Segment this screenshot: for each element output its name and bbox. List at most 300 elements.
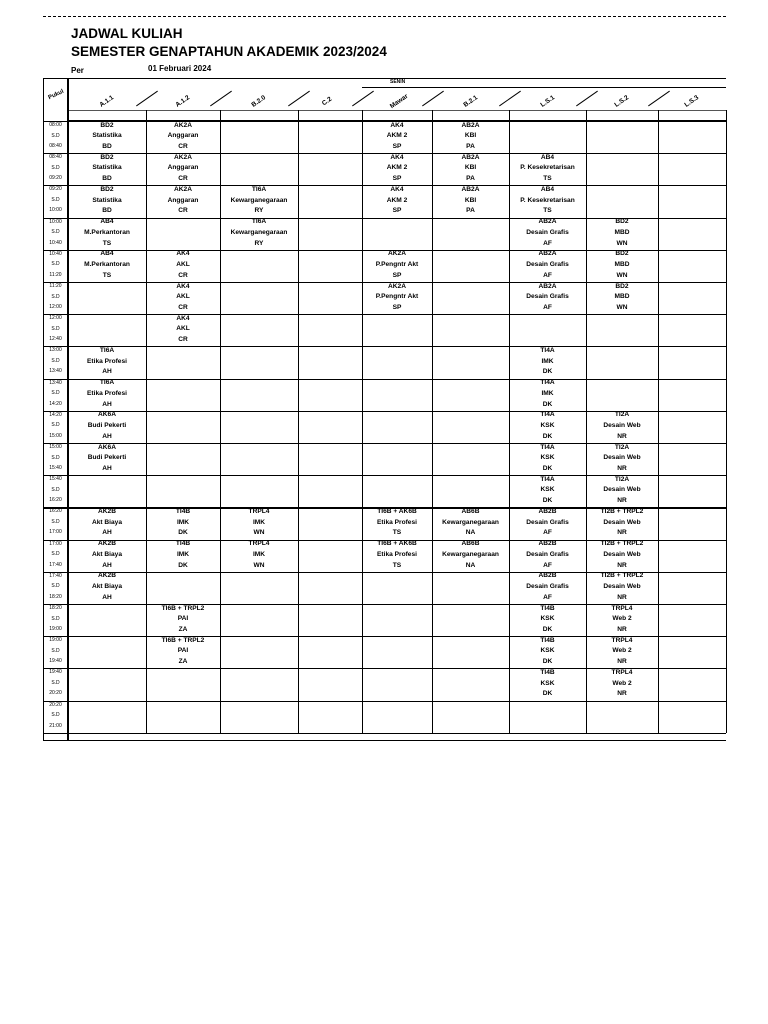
entry-class: TI2B + TRPL2 xyxy=(600,572,644,580)
entry-class: TI2A xyxy=(614,475,630,483)
time-slot-end: 17:00 xyxy=(49,529,62,536)
schedule-entry xyxy=(509,604,586,636)
schedule-entry xyxy=(586,571,658,603)
entry-lecturer: DK xyxy=(542,658,553,666)
room-header: Mawar xyxy=(388,92,410,111)
schedule-entry xyxy=(146,507,220,539)
entry-course: Kewarganegaraan xyxy=(442,518,499,526)
time-slot-end: 10:40 xyxy=(49,239,62,246)
schedule-entry xyxy=(586,249,658,281)
entry-course: Desain Grafis xyxy=(526,550,569,558)
schedule-entry xyxy=(362,153,432,185)
schedule-entry xyxy=(509,443,586,475)
header-diagonal-line xyxy=(422,91,444,107)
entry-course: IMK xyxy=(252,550,266,558)
schedule-entry xyxy=(362,282,432,314)
entry-lecturer: NA xyxy=(465,561,476,569)
entry-course: AKM 2 xyxy=(386,132,408,140)
time-slot-sep: S.D xyxy=(51,229,60,236)
schedule-entry xyxy=(432,185,509,217)
entry-course: M.Perkantoran xyxy=(84,228,130,236)
time-slot-sep: S.D xyxy=(51,679,60,686)
entry-class: BD2 xyxy=(615,218,629,226)
entry-course: PAI xyxy=(177,615,189,623)
entry-lecturer: DK xyxy=(542,368,553,376)
time-slot-start: 19:40 xyxy=(49,669,62,676)
entry-class: TI6A xyxy=(99,346,115,354)
schedule-entry xyxy=(220,185,298,217)
entry-class: TI4B xyxy=(540,636,555,644)
entry-lecturer: PA xyxy=(466,207,475,215)
time-slot-sep: S.D xyxy=(51,261,60,268)
entry-lecturer: BD xyxy=(102,175,112,183)
entry-course: M.Perkantoran xyxy=(84,261,130,269)
entry-class: AB6B xyxy=(461,540,480,548)
time-slot-end: 19:40 xyxy=(49,658,62,665)
schedule-entry xyxy=(586,475,658,507)
entry-course: KSK xyxy=(540,486,555,494)
time-slot-start: 17:40 xyxy=(49,572,62,579)
entry-course: Desain Web xyxy=(603,583,641,591)
entry-class: AB6B xyxy=(461,507,480,515)
entry-class: AB2A xyxy=(538,250,557,258)
entry-course: PAI xyxy=(177,647,189,655)
time-slot-end: 11:20 xyxy=(49,271,62,278)
entry-course: IMK xyxy=(541,389,554,397)
entry-course: KSK xyxy=(540,454,555,462)
schedule-entry xyxy=(68,153,146,185)
header-diagonal-line xyxy=(648,91,670,107)
time-slot-start: 14:20 xyxy=(49,411,62,418)
room-header: C.2 xyxy=(320,95,334,108)
entry-class: TRPL4 xyxy=(248,507,270,515)
entry-lecturer: NR xyxy=(617,561,627,569)
entry-course: KSK xyxy=(540,647,555,655)
entry-course: AKM 2 xyxy=(386,164,408,172)
entry-course: AKL xyxy=(176,261,190,269)
schedule-entry xyxy=(586,410,658,442)
schedule-entry xyxy=(220,539,298,571)
entry-class: AB2A xyxy=(461,153,480,161)
schedule-entry xyxy=(68,121,146,153)
time-slot-end: 15:00 xyxy=(49,432,62,439)
time-slot-end: 08:40 xyxy=(49,143,62,149)
schedule-entry xyxy=(586,668,658,700)
time-slot-end: 21:00 xyxy=(49,722,62,729)
schedule-entry xyxy=(146,282,220,314)
time-slot-sep: S.D xyxy=(51,647,60,654)
entry-class: TI6A xyxy=(251,185,267,193)
entry-class: AK2A xyxy=(174,185,192,193)
per-label: Per xyxy=(71,66,84,75)
entry-lecturer: CR xyxy=(178,143,188,151)
entry-lecturer: NR xyxy=(617,690,627,698)
schedule-entry xyxy=(68,539,146,571)
schedule-entry xyxy=(68,217,146,249)
entry-lecturer: DK xyxy=(542,465,553,473)
time-slot-start: 18:20 xyxy=(49,605,62,611)
time-slot-sep: S.D xyxy=(51,454,60,461)
time-slot-end: 09:20 xyxy=(49,175,62,182)
schedule-entry xyxy=(509,539,586,571)
entry-class: BD2 xyxy=(100,153,114,161)
entry-class: AB2A xyxy=(538,218,557,226)
schedule-entry xyxy=(68,410,146,442)
time-slot-start: 13:40 xyxy=(49,379,62,386)
entry-class: TI4B xyxy=(175,540,191,548)
entry-lecturer: CR xyxy=(178,336,188,344)
entry-class: AK4 xyxy=(390,121,404,129)
entry-course: Akt Biaya xyxy=(91,518,123,526)
schedule-entry xyxy=(362,507,432,539)
entry-lecturer: WN xyxy=(253,561,265,569)
time-slot-sep: S.D xyxy=(51,325,60,332)
schedule-entry xyxy=(432,507,509,539)
entry-lecturer: SP xyxy=(392,143,402,151)
entry-class: AK4 xyxy=(176,282,190,290)
entry-class: AK2A xyxy=(388,250,406,258)
entry-lecturer: AH xyxy=(102,400,112,408)
entry-class: AK2A xyxy=(174,153,192,161)
entry-lecturer: AH xyxy=(102,465,112,473)
entry-course: P. Kesekretarisan xyxy=(520,164,575,172)
entry-lecturer: SP xyxy=(392,207,402,215)
entry-class: TI6B + TRPL2 xyxy=(161,604,205,612)
entry-class: AK4 xyxy=(176,314,190,322)
schedule-entry xyxy=(146,249,220,281)
entry-class: AK4 xyxy=(390,153,404,161)
time-slot-sep: S.D xyxy=(51,357,60,364)
schedule-entry xyxy=(509,410,586,442)
schedule-entry xyxy=(68,443,146,475)
page-subtitle: SEMESTER GENAPTAHUN AKADEMIK 2023/2024 xyxy=(71,44,387,59)
entry-lecturer: RY xyxy=(254,207,264,215)
time-slot-sep: S.D xyxy=(51,132,60,139)
schedule-entry xyxy=(146,539,220,571)
entry-class: TI2A xyxy=(614,411,630,419)
entry-course: IMK xyxy=(252,518,266,526)
entry-class: TI6A xyxy=(251,218,267,226)
entry-class: TRPL4 xyxy=(611,604,633,612)
time-slot-end: 18:20 xyxy=(49,593,62,600)
row-line xyxy=(43,701,726,702)
entry-class: AB2A xyxy=(538,282,557,290)
time-column-header: Pukul xyxy=(47,88,65,102)
schedule-entry xyxy=(586,604,658,636)
entry-course: Anggaran xyxy=(167,164,199,172)
entry-class: AB2B xyxy=(538,507,557,515)
entry-class: AK2A xyxy=(174,121,192,129)
entry-lecturer: TS xyxy=(102,271,112,279)
room-header: L.S.1 xyxy=(538,94,556,109)
schedule-entry xyxy=(68,185,146,217)
entry-class: AB2A xyxy=(461,185,480,193)
entry-class: AB2B xyxy=(538,540,557,548)
schedule-entry xyxy=(509,217,586,249)
entry-lecturer: SP xyxy=(392,271,402,279)
entry-class: TRPL4 xyxy=(248,540,270,548)
time-slot-end: 12:40 xyxy=(49,336,62,343)
entry-class: AB2A xyxy=(461,121,480,129)
time-slot-sep: S.D xyxy=(51,164,60,171)
schedule-entry xyxy=(509,249,586,281)
entry-lecturer: SP xyxy=(392,304,402,312)
entry-class: AK2B xyxy=(98,540,116,548)
entry-class: AK2A xyxy=(388,282,406,290)
entry-course: Kewarganegaraan xyxy=(230,196,288,204)
entry-class: AK4 xyxy=(176,250,190,258)
time-slot-sep: S.D xyxy=(51,518,60,525)
schedule-entry xyxy=(362,185,432,217)
entry-class: TI4A xyxy=(540,475,555,483)
entry-course: AKM 2 xyxy=(386,196,408,204)
schedule-entry xyxy=(509,282,586,314)
room-header: A.1.1 xyxy=(98,94,116,109)
schedule-entry xyxy=(220,507,298,539)
entry-course: Desain Grafis xyxy=(526,261,569,269)
schedule-entry xyxy=(509,185,586,217)
time-slot-start: 20:20 xyxy=(49,701,62,708)
entry-lecturer: AF xyxy=(543,561,552,569)
entry-lecturer: DK xyxy=(542,497,553,505)
entry-lecturer: BD xyxy=(102,143,112,151)
column-line xyxy=(658,110,659,733)
entry-class: AK4 xyxy=(390,185,404,193)
schedule-entry xyxy=(432,121,509,153)
entry-course: Desain Web xyxy=(603,550,641,558)
entry-course: Anggaran xyxy=(167,132,199,140)
entry-lecturer: NR xyxy=(617,593,627,601)
entry-lecturer: WN xyxy=(616,239,628,247)
entry-class: AB2B xyxy=(538,572,557,580)
entry-lecturer: PA xyxy=(466,175,475,183)
schedule-entry xyxy=(68,571,146,603)
time-slot-start: 12:00 xyxy=(49,315,62,322)
entry-class: BD2 xyxy=(615,282,629,290)
schedule-entry xyxy=(220,217,298,249)
schedule-entry xyxy=(509,571,586,603)
page-title: JADWAL KULIAH xyxy=(71,26,183,41)
time-slot-sep: S.D xyxy=(51,293,60,300)
time-slot-end: 16:20 xyxy=(49,497,62,504)
entry-course: Desain Grafis xyxy=(526,583,569,591)
entry-class: TI2A xyxy=(614,443,630,451)
entry-lecturer: NR xyxy=(617,497,627,505)
entry-lecturer: DK xyxy=(178,561,188,569)
schedule-entry xyxy=(362,121,432,153)
entry-class: AK2B xyxy=(98,507,116,515)
entry-lecturer: PA xyxy=(466,143,475,151)
schedule-entry xyxy=(146,153,220,185)
schedule-entry xyxy=(362,539,432,571)
bottom-line xyxy=(43,740,726,742)
entry-course: MBD xyxy=(614,228,630,236)
entry-class: BD2 xyxy=(100,121,114,129)
entry-lecturer: CR xyxy=(178,304,188,312)
header-bottom-line xyxy=(68,110,726,111)
entry-course: Etika Profesi xyxy=(87,357,127,365)
entry-lecturer: NR xyxy=(617,658,627,666)
schedule-entry xyxy=(586,282,658,314)
entry-class: TI6B + AK6B xyxy=(377,507,417,515)
time-slot-end: 12:00 xyxy=(49,304,62,310)
entry-course: KBI xyxy=(464,196,477,204)
entry-class: AB4 xyxy=(540,185,555,193)
entry-class: BD2 xyxy=(615,250,629,258)
entry-class: AB4 xyxy=(100,218,114,226)
time-slot-sep: S.D xyxy=(51,615,60,622)
entry-course: Budi Pekerti xyxy=(87,422,127,430)
entry-course: KSK xyxy=(540,422,555,430)
schedule-entry xyxy=(586,636,658,668)
schedule-entry xyxy=(146,185,220,217)
entry-lecturer: NR xyxy=(617,626,627,634)
entry-class: AK6A xyxy=(98,411,116,419)
entry-course: Desain Web xyxy=(603,486,641,494)
entry-course: AKL xyxy=(176,293,190,301)
header-diagonal-line xyxy=(136,91,158,107)
entry-lecturer: AF xyxy=(543,529,552,537)
entry-course: Etika Profesi xyxy=(377,550,417,558)
time-slot-end: 19:00 xyxy=(49,626,62,632)
room-header: L.S.2 xyxy=(613,94,631,109)
entry-lecturer: CR xyxy=(178,207,188,215)
entry-lecturer: CR xyxy=(178,175,188,183)
schedule-entry xyxy=(509,346,586,378)
entry-lecturer: CR xyxy=(178,271,188,279)
schedule-entry xyxy=(509,475,586,507)
entry-course: Kewarganegaraan xyxy=(442,550,499,558)
entry-class: AB4 xyxy=(540,153,555,161)
time-slot-start: 15:40 xyxy=(49,476,62,483)
entry-lecturer: AH xyxy=(102,593,112,601)
header-diagonal-line xyxy=(210,91,232,107)
schedule-entry xyxy=(68,346,146,378)
entry-course: Statistika xyxy=(92,164,122,172)
time-slot-end: 15:40 xyxy=(49,465,62,471)
entry-lecturer: NR xyxy=(617,529,627,537)
entry-lecturer: NR xyxy=(617,465,627,473)
entry-lecturer: DK xyxy=(178,529,188,537)
entry-lecturer: RY xyxy=(254,239,264,247)
entry-lecturer: ZA xyxy=(178,658,188,666)
entry-course: Etika Profesi xyxy=(87,389,127,397)
entry-lecturer: DK xyxy=(542,626,553,634)
entry-lecturer: AF xyxy=(543,271,552,279)
row-line xyxy=(43,733,726,734)
entry-lecturer: BD xyxy=(102,207,112,215)
schedule-entry xyxy=(432,153,509,185)
entry-course: Statistika xyxy=(92,196,122,204)
time-slot-sep: S.D xyxy=(51,712,60,719)
top-dashed-rule xyxy=(43,16,726,17)
entry-lecturer: TS xyxy=(102,239,112,247)
header-day-line xyxy=(362,87,726,88)
entry-lecturer: WN xyxy=(616,271,628,279)
time-slot-end: 10:00 xyxy=(49,207,62,214)
entry-lecturer: ZA xyxy=(178,626,188,634)
entry-class: TI4A xyxy=(540,443,555,451)
entry-class: TI4A xyxy=(540,411,555,419)
time-slot-sep: S.D xyxy=(51,422,60,429)
time-slot-start: 09:20 xyxy=(49,186,62,193)
schedule-entry xyxy=(68,507,146,539)
entry-class: TI4B xyxy=(540,668,555,676)
entry-lecturer: AH xyxy=(102,529,112,537)
time-slot-sep: S.D xyxy=(51,583,60,590)
entry-lecturer: TS xyxy=(543,207,552,215)
time-slot-start: 15:00 xyxy=(49,444,62,450)
time-slot-sep: S.D xyxy=(51,551,60,558)
time-slot-start: 11:20 xyxy=(49,283,62,289)
schedule-entry xyxy=(509,668,586,700)
schedule-entry xyxy=(509,153,586,185)
entry-course: Etika Profesi xyxy=(377,518,417,526)
header-diagonal-line xyxy=(576,91,598,107)
entry-course: Desain Grafis xyxy=(526,228,569,236)
entry-class: TI4A xyxy=(540,379,555,387)
entry-class: TI6B + TRPL2 xyxy=(161,636,205,644)
time-slot-start: 16:20 xyxy=(49,508,62,515)
entry-class: TRPL4 xyxy=(611,668,633,676)
entry-course: IMK xyxy=(176,518,190,526)
entry-class: TRPL4 xyxy=(611,636,633,644)
schedule-entry xyxy=(586,443,658,475)
schedule-entry xyxy=(68,249,146,281)
time-slot-start: 19:00 xyxy=(49,637,62,644)
schedule-entry xyxy=(586,507,658,539)
time-slot-end: 20:20 xyxy=(49,690,62,697)
column-line xyxy=(726,110,727,733)
entry-course: Akt Biaya xyxy=(91,583,123,591)
entry-class: BD2 xyxy=(100,185,114,193)
entry-class: TI6A xyxy=(99,379,115,387)
day-label: SENIN xyxy=(390,79,406,85)
schedule-entry xyxy=(68,378,146,410)
entry-lecturer: AH xyxy=(102,561,112,569)
schedule-entry xyxy=(432,539,509,571)
entry-course: Desain Web xyxy=(603,454,641,462)
entry-lecturer: AF xyxy=(543,304,552,312)
time-slot-start: 13:00 xyxy=(49,347,62,354)
room-header: L.S.3 xyxy=(683,94,701,109)
time-slot-start: 17:00 xyxy=(49,540,62,547)
entry-class: TI6B + AK6B xyxy=(377,540,417,548)
room-header: B.2.0 xyxy=(250,94,268,109)
entry-lecturer: AH xyxy=(102,432,112,440)
entry-lecturer: TS xyxy=(392,529,402,537)
schedule-entry xyxy=(509,507,586,539)
room-header: B.2.1 xyxy=(461,94,479,109)
schedule-entry xyxy=(146,604,220,636)
entry-course: Kewarganegaraan xyxy=(230,228,288,236)
header-diagonal-line xyxy=(499,91,521,107)
entry-lecturer: AF xyxy=(543,239,552,247)
schedule-entry xyxy=(586,217,658,249)
entry-lecturer: WN xyxy=(616,304,628,312)
time-slot-start: 08:40 xyxy=(49,154,62,161)
entry-class: TI4A xyxy=(540,346,555,354)
schedule-entry xyxy=(509,378,586,410)
time-slot-sep: S.D xyxy=(51,390,60,397)
time-slot-start: 10:00 xyxy=(49,218,62,225)
entry-course: KBI xyxy=(464,164,477,172)
schedule-entry xyxy=(586,539,658,571)
entry-course: KSK xyxy=(540,679,555,687)
entry-course: Budi Pekerti xyxy=(87,454,127,462)
header-diagonal-line xyxy=(288,91,310,107)
entry-lecturer: DK xyxy=(542,432,553,440)
